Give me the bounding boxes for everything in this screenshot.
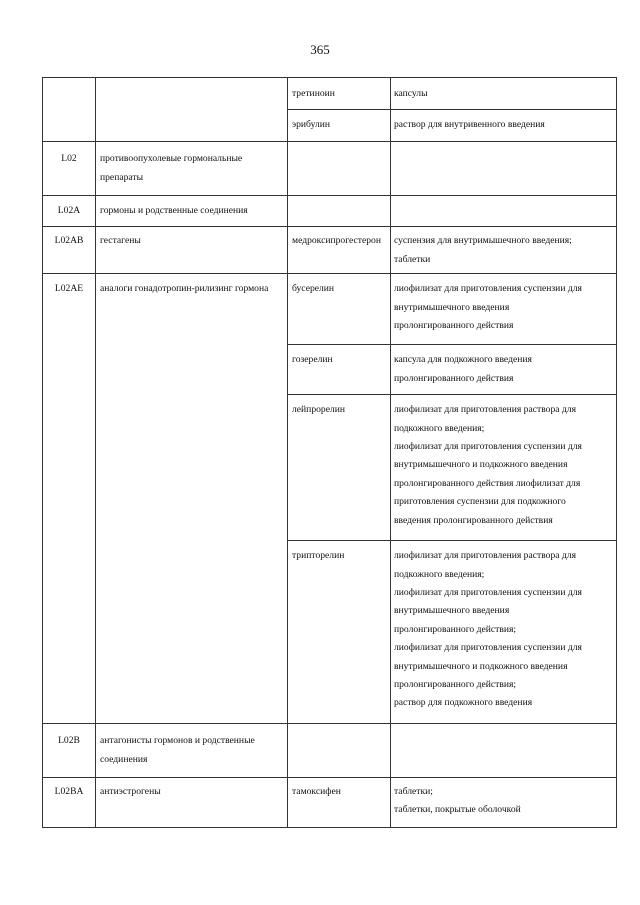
- dosage-form-line: лиофилизат для приготовления раствора для: [394, 404, 576, 416]
- dosage-form-line: капсулы: [394, 88, 428, 99]
- dosage-form-cell: [391, 395, 617, 541]
- dosage-form-line: раствор для внутривенного введения: [394, 119, 545, 131]
- table-row: [43, 196, 617, 227]
- drug-name-cell: эрибулин: [288, 110, 391, 142]
- drug-classification-table: [42, 77, 617, 828]
- dosage-form-cell: [391, 724, 617, 778]
- page-number: 365: [310, 42, 330, 57]
- dosage-form-line: пролонгированного действия;: [394, 623, 517, 635]
- dosage-form-cell: [391, 110, 617, 142]
- table-row: [43, 778, 617, 828]
- table-row: [43, 724, 617, 778]
- dosage-form-line: лиофилизат для приготовления раствора для: [394, 550, 576, 562]
- dosage-form-line: таблетки;: [394, 786, 433, 798]
- drug-name-cell: [288, 142, 391, 196]
- dosage-form-cell: [391, 78, 617, 110]
- dosage-form-line: пролонгированного действия: [394, 372, 514, 384]
- table-row: [43, 78, 617, 110]
- drug-name-cell: лейпрорелин: [288, 395, 391, 541]
- atc-code-cell: L02AE: [43, 274, 96, 724]
- dosage-form-cell: [391, 196, 617, 227]
- drug-name-cell: третиноин: [288, 78, 391, 110]
- dosage-form-line: раствор для подкожного введения: [394, 697, 533, 709]
- atc-code-cell: [43, 78, 96, 142]
- dosage-form-cell: [391, 227, 617, 274]
- dosage-form-line: лиофилизат для приготовления суспензии для: [394, 283, 582, 295]
- dosage-form-cell: [391, 541, 617, 724]
- dosage-form-line: внутримышечного и подкожного введения: [394, 660, 568, 672]
- dosage-form-cell: [391, 345, 617, 395]
- dosage-form-line: лиофилизат для приготовления суспензии для: [394, 642, 582, 654]
- drug-name-cell: медроксипрогестерон: [288, 227, 391, 274]
- dosage-form-line: внутримышечного и подкожного введения: [394, 459, 568, 471]
- dosage-form-line: пролонгированного действия: [394, 320, 514, 332]
- dosage-form-line: лиофилизат для приготовления суспензии для: [394, 587, 582, 599]
- dosage-form-cell: [391, 778, 617, 828]
- dosage-form-line: приготовления суспензии для подкожного: [394, 496, 566, 508]
- dosage-form-line: подкожного введения;: [394, 422, 485, 434]
- table-row: [43, 142, 617, 196]
- dosage-form-line: суспензия для внутримышечного введения;: [394, 235, 572, 247]
- table-row: [43, 227, 617, 274]
- group-name-cell: противоопухолевые гормональные препараты: [96, 142, 288, 196]
- group-name-cell: гормоны и родственные соединения: [96, 196, 288, 227]
- atc-code-cell: L02B: [43, 724, 96, 778]
- dosage-form-line: капсула для подкожного введения: [394, 354, 532, 366]
- dosage-form-line: таблетки: [394, 253, 431, 265]
- dosage-form-line: подкожного введения;: [394, 568, 485, 580]
- dosage-form-cell: [391, 274, 617, 345]
- group-name-cell: аналоги гонадотропин-рилизинг гормона: [96, 274, 288, 724]
- dosage-form-line: пролонгированного действия;: [394, 679, 517, 691]
- dosage-form-line: введения пролонгированного действия: [394, 514, 553, 526]
- table-row: [43, 274, 617, 345]
- drug-name-cell: [288, 724, 391, 778]
- group-name-cell: антагонисты гормонов и родственные соединения: [96, 724, 288, 778]
- atc-code-cell: L02: [43, 142, 96, 196]
- group-name-cell: гестагены: [96, 227, 288, 274]
- drug-name-cell: трипторелин: [288, 541, 391, 724]
- drug-name-cell: [288, 196, 391, 227]
- group-name-cell: [96, 78, 288, 142]
- drug-name-cell: тамоксифен: [288, 778, 391, 828]
- dosage-form-line: внутримышечного введения: [394, 605, 510, 617]
- dosage-form-cell: [391, 142, 617, 196]
- atc-code-cell: L02AB: [43, 227, 96, 274]
- dosage-form-line: пролонгированного действия лиофилизат для: [394, 477, 581, 489]
- dosage-form-line: внутримышечного введения: [394, 301, 510, 313]
- drug-name-cell: гозерелин: [288, 345, 391, 395]
- dosage-form-line: лиофилизат для приготовления суспензии для: [394, 441, 582, 453]
- atc-code-cell: L02BA: [43, 778, 96, 828]
- group-name-cell: антиэстрогены: [96, 778, 288, 828]
- drug-name-cell: бусерелин: [288, 274, 391, 345]
- atc-code-cell: L02A: [43, 196, 96, 227]
- dosage-form-line: таблетки, покрытые оболочкой: [394, 804, 521, 816]
